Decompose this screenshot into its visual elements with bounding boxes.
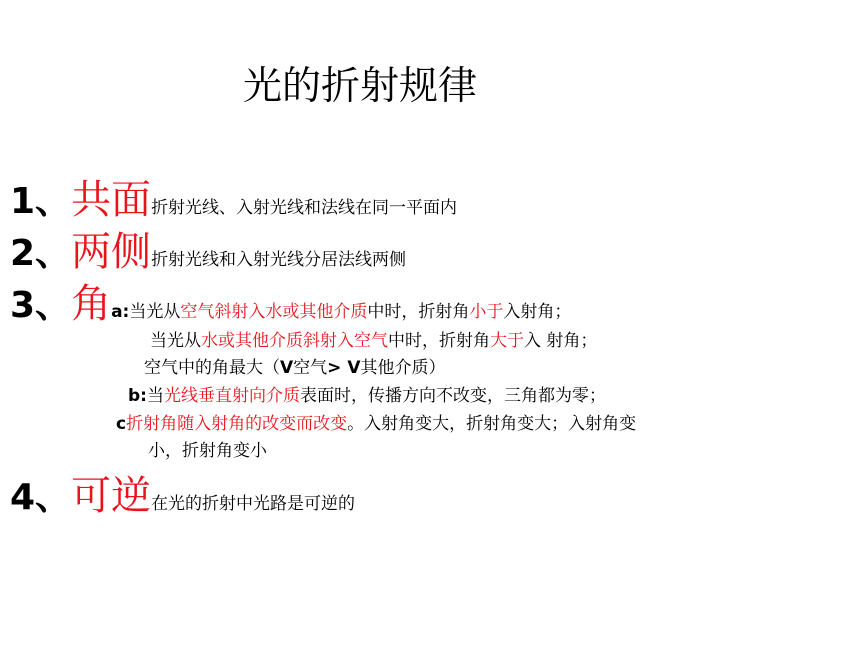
rule-description: 折射光线和入射光线分居法线两侧 bbox=[151, 250, 407, 270]
rule-keyword: 角 bbox=[71, 281, 112, 327]
rule-number: 4、 bbox=[10, 477, 72, 518]
rule-keyword: 可逆 bbox=[71, 473, 152, 519]
item-c: c折射角随入射角的改变而改变。入射角变大，折射角变大；入射角变 bbox=[116, 414, 637, 434]
rule-4 bbox=[10, 474, 355, 520]
rule-keyword: 共面 bbox=[71, 177, 152, 223]
item-b: b:当光线垂直射向介质表面时，传播方向不改变，三角都为零； bbox=[128, 386, 606, 406]
item-c-continued: 小，折射角变小 bbox=[148, 441, 267, 461]
item-a-line3: 空气中的角最大（V空气> V其他介质） bbox=[144, 358, 446, 378]
item-a-line1: 当光从空气斜射入水或其他介质中时，折射角小于入射角； bbox=[129, 302, 572, 322]
page-title: 光的折射规律 bbox=[243, 64, 478, 109]
rule-3 bbox=[10, 282, 571, 328]
item-a-label: a: bbox=[111, 302, 130, 322]
rule-number: 3、 bbox=[10, 285, 72, 326]
item-a-line2: 当光从水或其他介质斜射入空气中时，折射角大于入 射角； bbox=[150, 331, 598, 351]
rule-number: 1、 bbox=[10, 181, 72, 222]
rule-1 bbox=[10, 178, 457, 224]
rule-description: 折射光线、入射光线和法线在同一平面内 bbox=[151, 198, 458, 218]
rule-2 bbox=[10, 230, 406, 276]
rule-number: 2、 bbox=[10, 233, 72, 274]
item-b-label: b: bbox=[128, 386, 147, 406]
rule-description: 在光的折射中光路是可逆的 bbox=[151, 494, 356, 514]
rule-keyword: 两侧 bbox=[71, 229, 152, 275]
item-c-label: c bbox=[116, 414, 127, 434]
